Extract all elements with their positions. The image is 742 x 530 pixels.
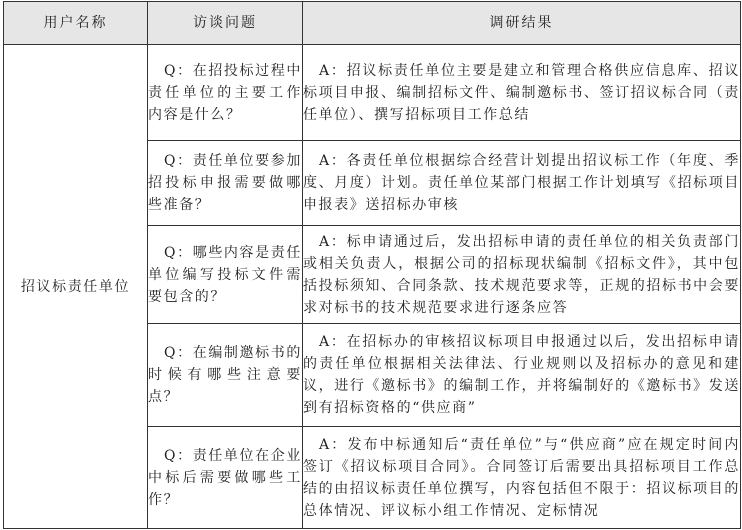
question-cell — [148, 427, 303, 529]
answer-cell — [303, 226, 741, 324]
answer-text: A：各责任单位根据综合经营计划提出招议标工作（年度、季度、月度）计划。责任单位某部门根据工作计划填写《招标项目申报表》送招标办审核 — [303, 153, 740, 213]
survey-table — [3, 1, 741, 529]
answer-text: A：标申请通过后，发出招标申请的责任单位的相关负责部门或相关负责人，根据公司的招标现状编制《招标文件》，其中包括投标须知、合同条款、技术规范要求等，正规的招标书中会要求对标书的技术规范要求进行逐条应答 — [303, 233, 740, 316]
answer-cell — [303, 45, 741, 141]
question-text: Q：哪些内容是责任单位编写投标文件需要包含的？ — [148, 244, 302, 305]
question-text: Q：责任单位在企业中标后需要做哪些工作？ — [148, 447, 302, 508]
question-text: Q：责任单位要参加招投标申报需要做哪些准备？ — [148, 153, 302, 213]
answer-text: A：发布中标通知后“责任单位”与“供应商”应在规定时间内签订《招议标项目合同》。合同签订后需要出具招标项目工作总结的由招议标责任单位撰写，内容包括但不限于：招议标项目的总体情况、评议标小组工作情况、定标情况 — [303, 436, 740, 519]
answer-text: A：在招标办的审核招议标项目申报通过以后，发出招标申请的责任单位根据相关法律法、行业规则以及招标办的意见和建议，进行《邀标书》的编制工作，并将编制好的《邀标书》发送到有招标资格的“供应商” — [303, 334, 740, 416]
header-interview-question: 访谈问题 — [148, 2, 303, 45]
question-cell — [148, 324, 303, 427]
table-row — [4, 45, 741, 141]
header-row — [4, 2, 741, 45]
question-text: Q：在编制邀标书的时候有哪些注意要点？ — [148, 345, 302, 405]
question-cell — [148, 226, 303, 324]
answer-cell — [303, 427, 741, 529]
user-name-cell: 招议标责任单位 — [4, 45, 148, 529]
header-survey-result: 调研结果 — [303, 2, 741, 45]
header-user-name: 用户名称 — [4, 2, 148, 45]
question-text: Q：在招投标过程中责任单位的主要工作内容是什么？ — [148, 62, 302, 123]
answer-text: A：招议标责任单位主要是建立和管理合格供应信息库、招议标项目申报、编制招标文件、编制邀标书、签订招议标合同（责任单位）、撰写招标项目工作总结 — [303, 62, 740, 123]
question-cell — [148, 45, 303, 141]
answer-cell — [303, 324, 741, 427]
answer-cell — [303, 141, 741, 226]
question-cell — [148, 141, 303, 226]
